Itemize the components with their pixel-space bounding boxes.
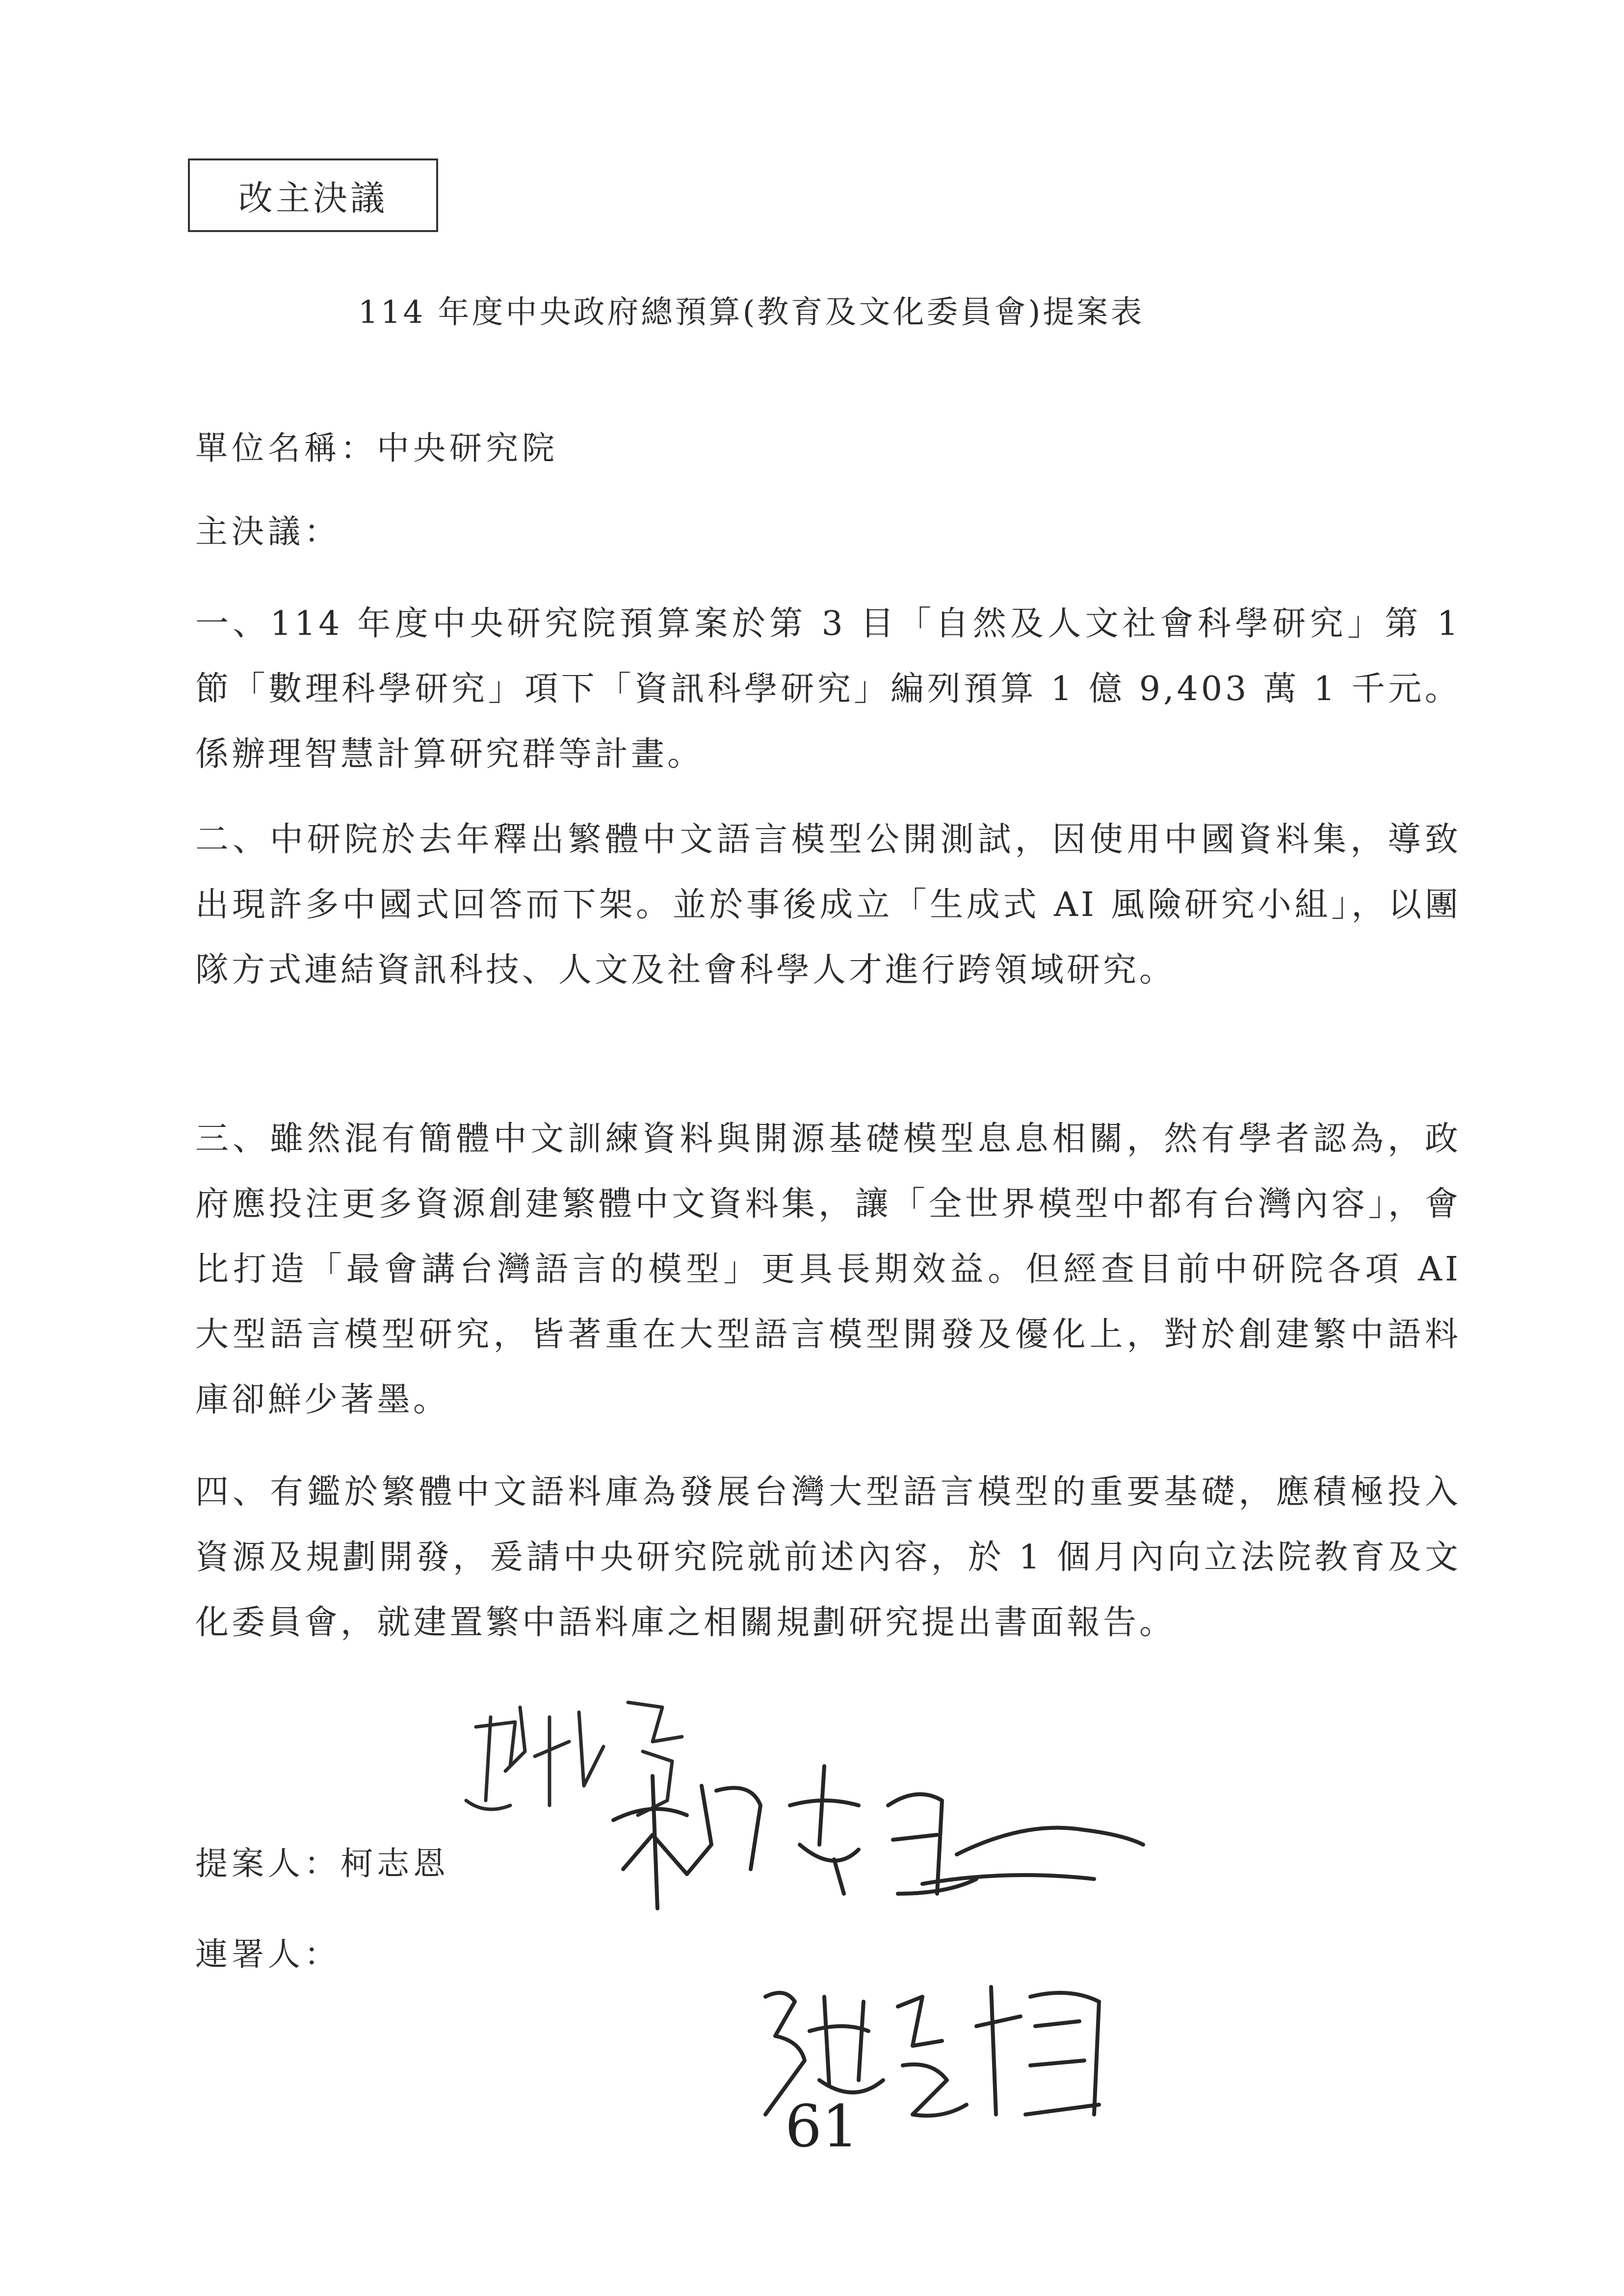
resolution-type-stamp: 改主決議	[188, 158, 438, 232]
cosigner-label: 連署人：	[195, 1935, 341, 1973]
document-title: 114 年度中央政府總預算(教育及文化委員會)提案表	[358, 294, 1145, 331]
unit-name-line: 單位名稱：中央研究院	[195, 429, 558, 467]
resolution-label: 主決議：	[195, 513, 341, 550]
paragraph-4: 四、有鑑於繁體中文語料庫為發展台灣大型語言模型的重要基礎，應積極投入資源及規劃開發，爰請中央研究院就前述內容，於 1 個月內向立法院教育及文化委員會，就建置繁中語料庫之相關規劃研究提出書面報告。	[195, 1473, 1461, 1642]
paragraph-1: 一、114 年度中央研究院預算案於第 3 目「自然及人文社會科學研究」第 1 節「數理科學研究」項下「資訊科學研究」編列預算 1 億 9,403 萬 1 千元。係辦理智慧計算研究群等計畫。	[195, 604, 1461, 774]
proposer-line: 提案人：柯志恩	[195, 1845, 449, 1882]
page-number: 61	[785, 2092, 859, 2160]
signature-2	[603, 1747, 1153, 1982]
paragraph-3: 三、雖然混有簡體中文訓練資料與開源基礎模型息息相關，然有學者認為，政府應投注更多資源創建繁體中文資料集，讓「全世界模型中都有台灣內容」，會比打造「最會講台灣語言的模型」更具長期效益。但經查目前中研院各項 AI 大型語言模型研究，皆著重在大型語言模型開發及優化上，對於創建繁中語料庫卻鮮少著墨。	[195, 1120, 1461, 1419]
paragraph-2: 二、中研院於去年釋出繁體中文語言模型公開測試，因使用中國資料集，導致出現許多中國式回答而下架。並於事後成立「生成式 AI 風險研究小組」，以團隊方式連結資訊科技、人文及社會科學人才進行跨領域研究。	[195, 820, 1461, 990]
